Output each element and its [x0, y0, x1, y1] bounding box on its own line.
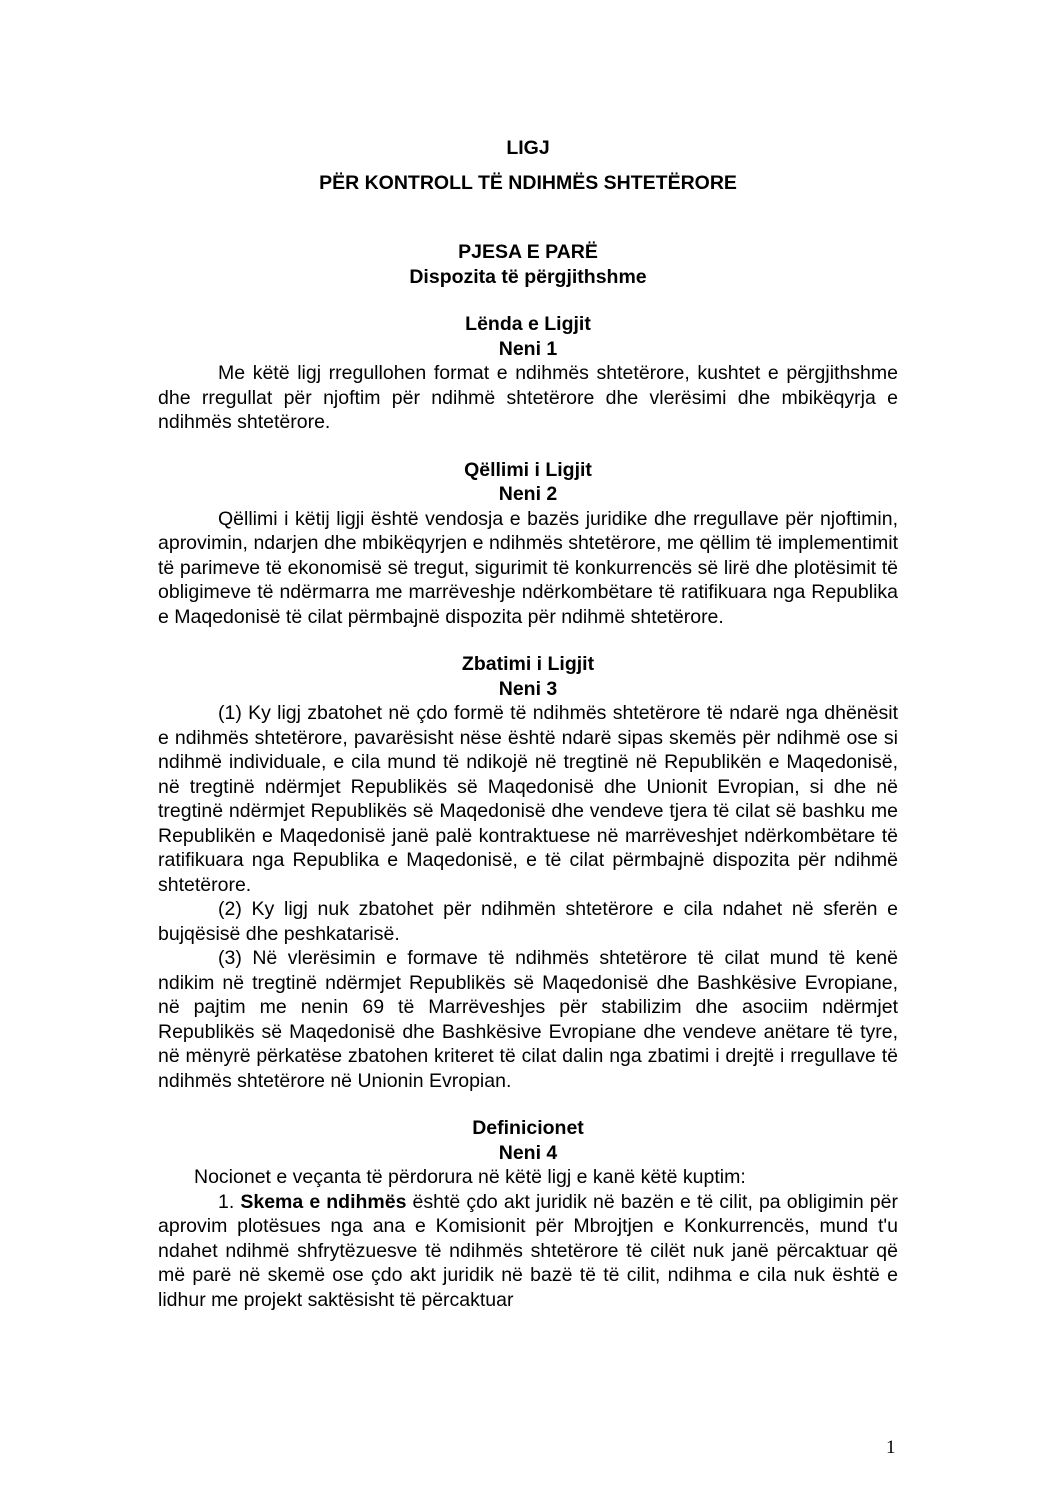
document-body	[158, 136, 898, 1312]
article-2-paragraph: Qëllimi i këtij ligji është vendosja e bazës juridike dhe rregullave për njoftimin, aprovimin, ndarjen dhe mbikëqyrjen e ndihmës shtetërore, me qëllim të implementimit të parimeve të ekonomisë së tregut, sigurimit të konkurrencës së lirë dhe plotësimit të obligimeve të ndërmarra me marrëveshje ndërkombëtare të ratifikuara nga Republika e Maqedonisë të cilat përmbajnë dispozita për ndihmë shtetërore.	[158, 507, 898, 628]
article-1-paragraph: Me këtë ligj rregullohen format e ndihmës shtetërore, kushtet e përgjithshme dhe rregullat për njoftim për ndihmë shtetërore dhe vlerësimi dhe mbikëqyrja e ndihmës shtetërore.	[158, 362, 898, 433]
part-heading: PJESA E PARË	[458, 241, 598, 263]
article-4-heading: Definicionet	[472, 1117, 584, 1139]
article-3-paragraph-2: (2) Ky ligj nuk zbatohet për ndihmën shtetërore e cila ndahet në sferën e bujqësisë dhe peshkatarisë.	[158, 898, 898, 945]
article-2-heading: Qëllimi i Ligjit	[464, 458, 592, 481]
part-subtitle: Dispozita të përgjithshme	[409, 265, 647, 288]
definition-text: është çdo akt juridik në bazën e të cilit, pa obligimin për aprovim plotësues nga ana e Komisionit për Mbrojtjen e Konkurrencës, mund t'u ndahet ndihmë shfrytëzuesve të ndihmës shtetërore të cilët nuk janë përcaktuar që më parë në skemë ose çdo akt juridik në bazë të të cilit, ndihma e cila nuk është e lidhur me projekt saktësisht të përcaktuar	[158, 1190, 898, 1311]
article-3-paragraph-1: (1) Ky ligj zbatohet në çdo formë të ndihmës shtetërore të ndarë nga dhënësit e ndihmës shtetërore, pavarësisht nëse është ndarë sipas skemës për ndihmë ose si ndihmë individuale, e cila mund të ndikojë në tregtinë në Republikën e Maqedonisë, në tregtinë ndërmjet Republikës së Maqedonisë dhe Unionit Evropian, si dhe në tregtinë ndërmjet Republikës së Maqedonisë dhe vendeve tjera të cilat së bashku me Republikën e Maqedonisë janë palë kontraktuese në marrëveshjet ndërkombëtare të ratifikuara nga Republika e Maqedonisë, e të cilat përmbajnë dispozita për ndihmë shtetërore.	[158, 702, 898, 896]
defined-term: Skema e ndihmës	[240, 1190, 407, 1213]
law-title: LIGJ	[506, 137, 550, 159]
article-3-paragraph-3: (3) Në vlerësimin e formave të ndihmës shtetërore të cilat mund të kenë ndikim në tregtinë ndërmjet Republikës së Maqedonisë dhe Bashkësive Evropiane, në pajtim me nenin 69 të Marrëveshjes për stabilizim dhe asociim ndërmjet Republikës së Maqedonisë dhe Bashkësive Evropiane dhe vendeve anëtare të tyre, në mënyrë përkatëse zbatohen kriteret të cilat dalin nga zbatimi i drejtë i rregullave të ndihmës shtetërore në Unionin Evropian.	[158, 947, 898, 1092]
article-4-item-1	[158, 1190, 898, 1313]
article-4-number: Neni 4	[498, 1141, 558, 1164]
article-1-number: Neni 1	[498, 337, 558, 360]
article-3-number: Neni 3	[498, 677, 558, 700]
law-subtitle: PËR KONTROLL TË NDIHMËS SHTETËRORE	[319, 171, 737, 194]
article-4-intro: Nocionet e veçanta të përdorura në këtë ligj e kanë këtë kuptim:	[194, 1166, 746, 1188]
item-prefix: 1.	[218, 1190, 235, 1213]
page-number: 1	[886, 1437, 896, 1458]
article-3-heading: Zbatimi i Ligjit	[461, 653, 595, 675]
article-2-number: Neni 2	[498, 483, 558, 505]
article-1-heading: Lënda e Ligjit	[465, 313, 591, 335]
